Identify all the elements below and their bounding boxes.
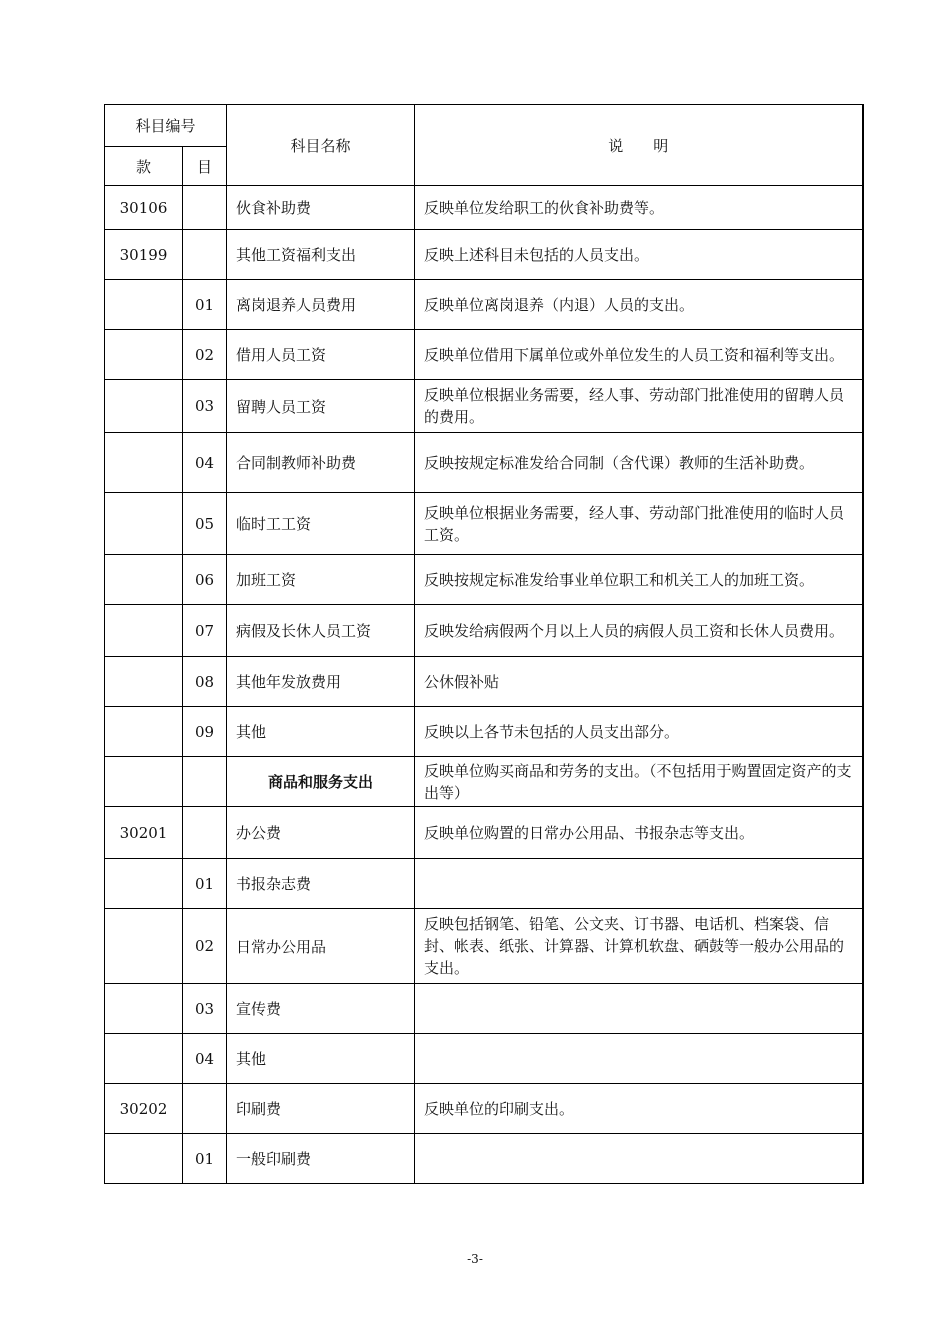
cell-subject-name: 宣传费 bbox=[227, 984, 415, 1034]
cell-kuan bbox=[105, 1034, 183, 1084]
cell-mu: 01 bbox=[183, 859, 227, 909]
cell-description: 反映按规定标准发给事业单位职工和机关工人的加班工资。 bbox=[415, 555, 863, 605]
cell-description: 反映单位根据业务需要，经人事、劳动部门批准使用的留聘人员的费用。 bbox=[415, 380, 863, 433]
cell-kuan bbox=[105, 493, 183, 555]
cell-description bbox=[415, 984, 863, 1034]
cell-mu: 07 bbox=[183, 605, 227, 657]
cell-description: 反映单位购置的日常办公用品、书报杂志等支出。 bbox=[415, 807, 863, 859]
cell-subject-name: 借用人员工资 bbox=[227, 330, 415, 380]
cell-mu: 08 bbox=[183, 657, 227, 707]
cell-subject-name: 合同制教师补助费 bbox=[227, 433, 415, 493]
cell-description: 反映单位离岗退养（内退）人员的支出。 bbox=[415, 280, 863, 330]
cell-description: 反映以上各节未包括的人员支出部分。 bbox=[415, 707, 863, 757]
cell-kuan bbox=[105, 1134, 183, 1184]
cell-mu: 04 bbox=[183, 433, 227, 493]
cell-mu bbox=[183, 757, 227, 807]
cell-kuan bbox=[105, 984, 183, 1034]
table-row bbox=[105, 330, 863, 380]
table-row bbox=[105, 657, 863, 707]
cell-mu bbox=[183, 186, 227, 230]
cell-kuan bbox=[105, 757, 183, 807]
table-row bbox=[105, 1084, 863, 1134]
cell-kuan bbox=[105, 657, 183, 707]
cell-subject-name: 办公费 bbox=[227, 807, 415, 859]
table-row bbox=[105, 186, 863, 230]
cell-description: 反映单位的印刷支出。 bbox=[415, 1084, 863, 1134]
cell-subject-name: 其他 bbox=[227, 707, 415, 757]
cell-description: 反映单位购买商品和劳务的支出。（不包括用于购置固定资产的支出等） bbox=[415, 757, 863, 807]
cell-kuan: 30201 bbox=[105, 807, 183, 859]
table-row bbox=[105, 757, 863, 807]
cell-mu: 09 bbox=[183, 707, 227, 757]
cell-mu: 02 bbox=[183, 909, 227, 984]
cell-subject-name: 病假及长休人员工资 bbox=[227, 605, 415, 657]
cell-subject-name: 印刷费 bbox=[227, 1084, 415, 1134]
cell-kuan bbox=[105, 380, 183, 433]
cell-subject-name: 加班工资 bbox=[227, 555, 415, 605]
table-row bbox=[105, 433, 863, 493]
cell-description: 反映上述科目未包括的人员支出。 bbox=[415, 230, 863, 280]
table-row bbox=[105, 807, 863, 859]
cell-description: 反映发给病假两个月以上人员的病假人员工资和长休人员费用。 bbox=[415, 605, 863, 657]
cell-kuan bbox=[105, 909, 183, 984]
cell-subject-name: 一般印刷费 bbox=[227, 1134, 415, 1184]
table-row bbox=[105, 1134, 863, 1184]
table-row bbox=[105, 859, 863, 909]
cell-mu: 05 bbox=[183, 493, 227, 555]
cell-subject-name: 商品和服务支出 bbox=[227, 757, 415, 807]
cell-description: 反映单位根据业务需要，经人事、劳动部门批准使用的临时人员工资。 bbox=[415, 493, 863, 555]
cell-description: 反映按规定标准发给合同制（含代课）教师的生活补助费。 bbox=[415, 433, 863, 493]
table-row bbox=[105, 380, 863, 433]
cell-subject-name: 日常办公用品 bbox=[227, 909, 415, 984]
header-kuan: 款 bbox=[105, 147, 183, 186]
cell-subject-name: 离岗退养人员费用 bbox=[227, 280, 415, 330]
cell-mu bbox=[183, 230, 227, 280]
cell-mu: 01 bbox=[183, 1134, 227, 1184]
cell-mu: 06 bbox=[183, 555, 227, 605]
table-row bbox=[105, 280, 863, 330]
cell-mu: 02 bbox=[183, 330, 227, 380]
table-row bbox=[105, 707, 863, 757]
cell-kuan bbox=[105, 605, 183, 657]
cell-description bbox=[415, 859, 863, 909]
cell-description: 反映单位发给职工的伙食补助费等。 bbox=[415, 186, 863, 230]
cell-subject-name: 其他工资福利支出 bbox=[227, 230, 415, 280]
header-code-group: 科目编号 bbox=[105, 105, 227, 147]
cell-description bbox=[415, 1034, 863, 1084]
cell-subject-name: 临时工工资 bbox=[227, 493, 415, 555]
cell-kuan bbox=[105, 555, 183, 605]
cell-mu bbox=[183, 1084, 227, 1134]
cell-mu: 03 bbox=[183, 380, 227, 433]
cell-mu bbox=[183, 807, 227, 859]
cell-subject-name: 其他年发放费用 bbox=[227, 657, 415, 707]
cell-subject-name: 留聘人员工资 bbox=[227, 380, 415, 433]
cell-kuan bbox=[105, 433, 183, 493]
cell-kuan bbox=[105, 280, 183, 330]
cell-kuan bbox=[105, 330, 183, 380]
budget-subject-table bbox=[104, 104, 864, 1184]
cell-description: 公休假补贴 bbox=[415, 657, 863, 707]
table-body bbox=[105, 186, 863, 1184]
cell-kuan bbox=[105, 859, 183, 909]
table-row bbox=[105, 555, 863, 605]
cell-mu: 01 bbox=[183, 280, 227, 330]
table-row bbox=[105, 1034, 863, 1084]
table-row bbox=[105, 230, 863, 280]
table-row bbox=[105, 493, 863, 555]
table-row bbox=[105, 909, 863, 984]
header-mu: 目 bbox=[183, 147, 227, 186]
header-subject-name: 科目名称 bbox=[227, 105, 415, 186]
table-row bbox=[105, 605, 863, 657]
cell-kuan bbox=[105, 707, 183, 757]
cell-kuan: 30202 bbox=[105, 1084, 183, 1134]
cell-kuan: 30106 bbox=[105, 186, 183, 230]
cell-subject-name: 其他 bbox=[227, 1034, 415, 1084]
cell-kuan: 30199 bbox=[105, 230, 183, 280]
cell-mu: 03 bbox=[183, 984, 227, 1034]
cell-description bbox=[415, 1134, 863, 1184]
cell-subject-name: 伙食补助费 bbox=[227, 186, 415, 230]
cell-description: 反映包括钢笔、铅笔、公文夹、订书器、电话机、档案袋、信封、帐表、纸张、计算器、计算机软盘、硒鼓等一般办公用品的支出。 bbox=[415, 909, 863, 984]
header-description: 说 明 bbox=[415, 105, 863, 186]
table-row bbox=[105, 984, 863, 1034]
page-number: -3- bbox=[467, 1252, 483, 1266]
cell-mu: 04 bbox=[183, 1034, 227, 1084]
cell-subject-name: 书报杂志费 bbox=[227, 859, 415, 909]
cell-description: 反映单位借用下属单位或外单位发生的人员工资和福利等支出。 bbox=[415, 330, 863, 380]
